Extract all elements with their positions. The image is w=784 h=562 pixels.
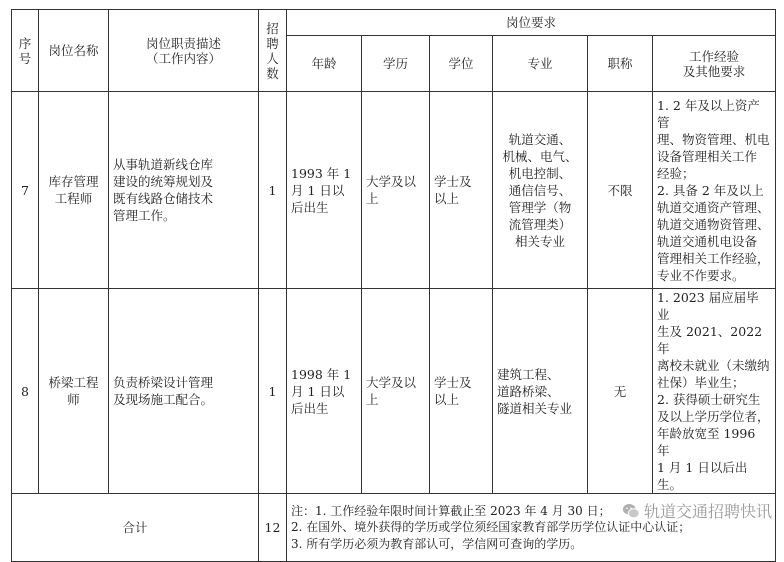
row-degree: 学士及 以上 <box>430 289 493 494</box>
header-degree: 学位 <box>430 36 493 92</box>
row-count: 1 <box>259 289 287 494</box>
row-major: 建筑工程、 道路桥梁、 隧道相关专业 <box>493 289 588 494</box>
watermark <box>622 499 772 522</box>
total-label: 合计 <box>12 494 259 562</box>
row-desc: 从事轨道新线仓库 建设的统筹规划及 既有线路仓储技术 管理工作。 <box>109 92 259 289</box>
header-major: 专业 <box>493 36 588 92</box>
header-seq: 序 号 <box>12 10 39 92</box>
row-title: 无 <box>588 289 653 494</box>
row-title: 不限 <box>588 92 653 289</box>
header-title: 职称 <box>588 36 653 92</box>
row-major: 轨道交通、 机械、电气、 机电控制、 通信信号、 管理学（物 流管理类） 相关专业 <box>493 92 588 289</box>
row-name: 库存管理 工程师 <box>39 92 109 289</box>
total-count: 12 <box>259 494 287 562</box>
row-name: 桥梁工程 师 <box>39 289 109 494</box>
row-seq: 8 <box>12 289 39 494</box>
header-age: 年龄 <box>287 36 362 92</box>
row-education: 大学及以 上 <box>362 92 430 289</box>
row-education: 大学及以 上 <box>362 289 430 494</box>
row-experience: 1. 2 年及以上资产管 理、物资管理、机电 设备管理相关工作 经验； 2. 具备 2 年及以上 轨道交通资产管理、 轨道交通物资管理、 轨道交通机电设备 管理相关工作经验， 专业不作要求。 <box>653 92 776 289</box>
watermark-text: 轨道交通招聘快讯 <box>643 502 772 521</box>
row-age: 1993 年 1 月 1 日以 后出生 <box>287 92 362 289</box>
total-notes: 注：1. 工作经验年限时间计算截止至 2023 年 4 月 30 日； 2. 在国外、境外获得的学历或学位须经国家教育部学历学位认证中心认证； 3. 所有学历必须为教育部认可，学信网可查询的学历。 <box>287 494 776 562</box>
header-experience: 工作经验 及其他要求 <box>653 36 776 92</box>
wechat-icon <box>622 502 640 520</box>
header-count: 招 聘 人 数 <box>259 10 287 92</box>
row-degree: 学士及 以上 <box>430 92 493 289</box>
table-row <box>12 289 776 494</box>
row-age: 1998 年 1 月 1 日以 后出生 <box>287 289 362 494</box>
header-education: 学历 <box>362 36 430 92</box>
row-experience: 1. 2023 届应届毕业 生及 2021、2022 年 离校未就业（未缴纳 社保）毕业生； 2. 获得硕士研究生 及以上学历学位者， 年龄放宽至 1996 年 1 月 1 日以后出生。 <box>653 289 776 494</box>
header-desc: 岗位职责描述 （工作内容） <box>109 10 259 92</box>
job-requirements-table <box>11 9 776 562</box>
table-row <box>12 92 776 289</box>
row-seq: 7 <box>12 92 39 289</box>
row-count: 1 <box>259 92 287 289</box>
row-desc: 负责桥梁设计管理 及现场施工配合。 <box>109 289 259 494</box>
header-row-top <box>12 10 776 36</box>
header-requirements: 岗位要求 <box>287 10 776 36</box>
header-name: 岗位名称 <box>39 10 109 92</box>
